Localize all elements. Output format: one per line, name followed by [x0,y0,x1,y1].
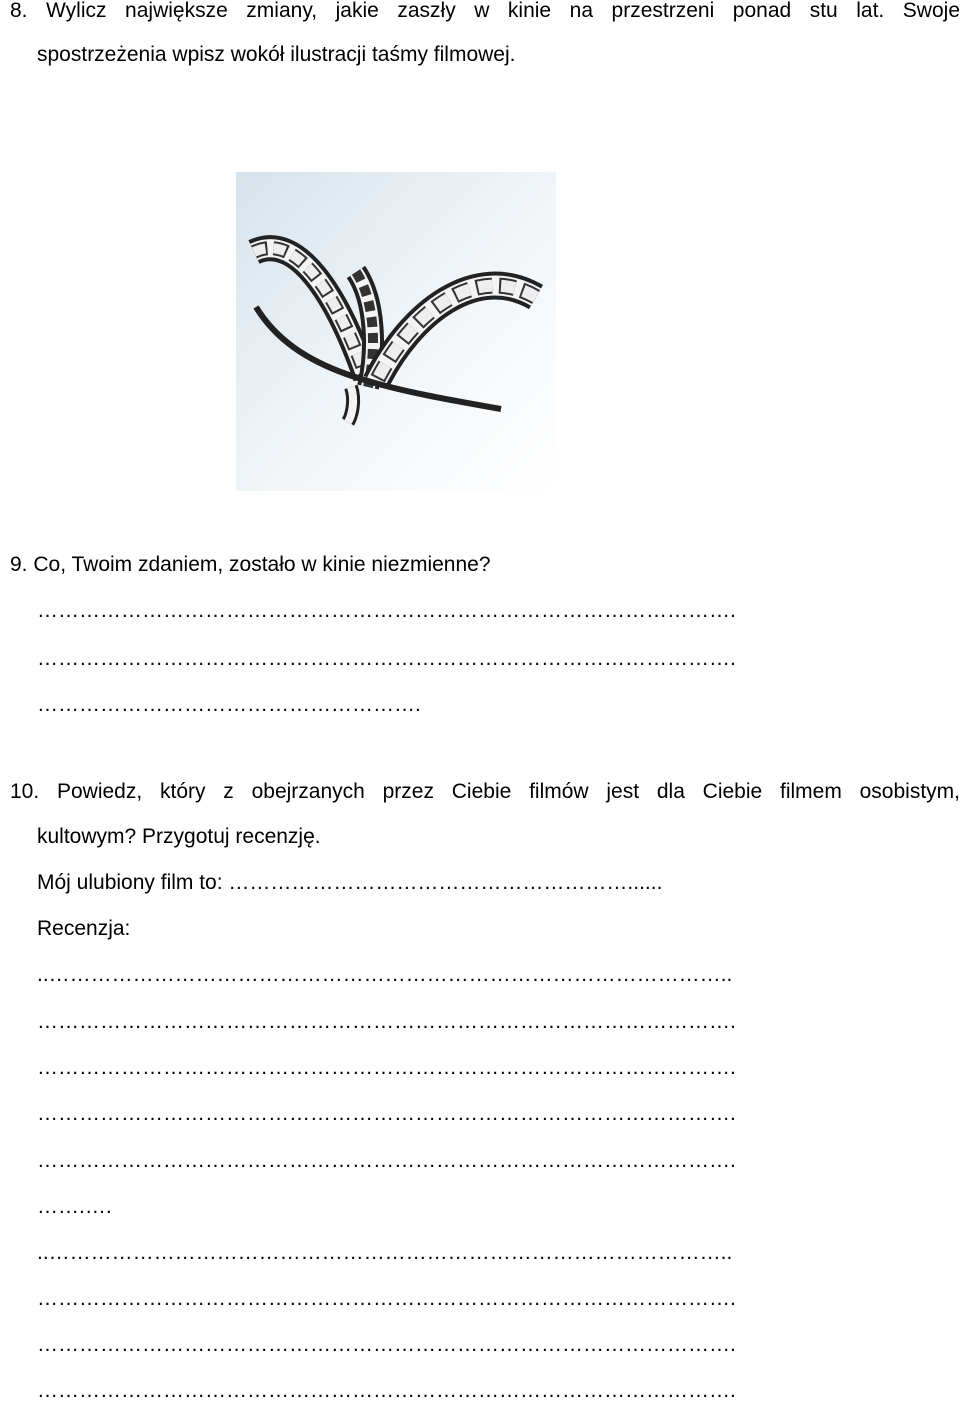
question-8-line-1: 8. Wylicz największe zmiany, jakie zaszły w kinie na przestrzeni ponad stu lat. Swoje [10,0,960,22]
favorite-film-field[interactable]: Mój ulubiony film to: …………………………………………………...... [37,871,663,894]
review-line[interactable]: ………………………………………………………………………………………. [37,1379,736,1402]
question-8-line-2: spostrzeżenia wpisz wokół ilustracji taśmy filmowej. [37,43,516,66]
review-label: Recenzja: [37,917,131,940]
answer-line[interactable]: ………………………………………………. [37,693,421,716]
review-line[interactable]: ..…………………………………………………………………………………….. [37,1241,733,1264]
review-line[interactable]: ………………………………………………………………………………………. [37,1287,736,1310]
review-line[interactable]: ………………………………………………………………………………………. [37,1056,736,1079]
review-line[interactable]: ………………………………………………………………………………………. [37,1102,736,1125]
review-line[interactable]: ………………………………………………………………………………………. [37,1333,736,1356]
answer-line[interactable]: ………………………………………………………………………………………. [37,647,736,670]
answer-line[interactable]: ………………………………………………………………………………………. [37,599,736,622]
review-line[interactable]: ………………………………………………………………………………………. [37,1010,736,1033]
question-10-line-2: kultowym? Przygotuj recenzję. [37,825,321,848]
film-strip-illustration [236,172,556,491]
review-line[interactable]: ..…………………………………………………………………………………….. [37,963,733,986]
review-line[interactable]: ………………………………………………………………………………………. [37,1149,736,1172]
question-9: 9. Co, Twoim zdaniem, zostało w kinie niezmienne? [10,553,491,576]
review-line[interactable]: …….…. [37,1195,112,1218]
question-10-line-1: 10. Powiedz, który z obejrzanych przez Ciebie filmów jest dla Ciebie filmem osobistym, [10,780,960,803]
